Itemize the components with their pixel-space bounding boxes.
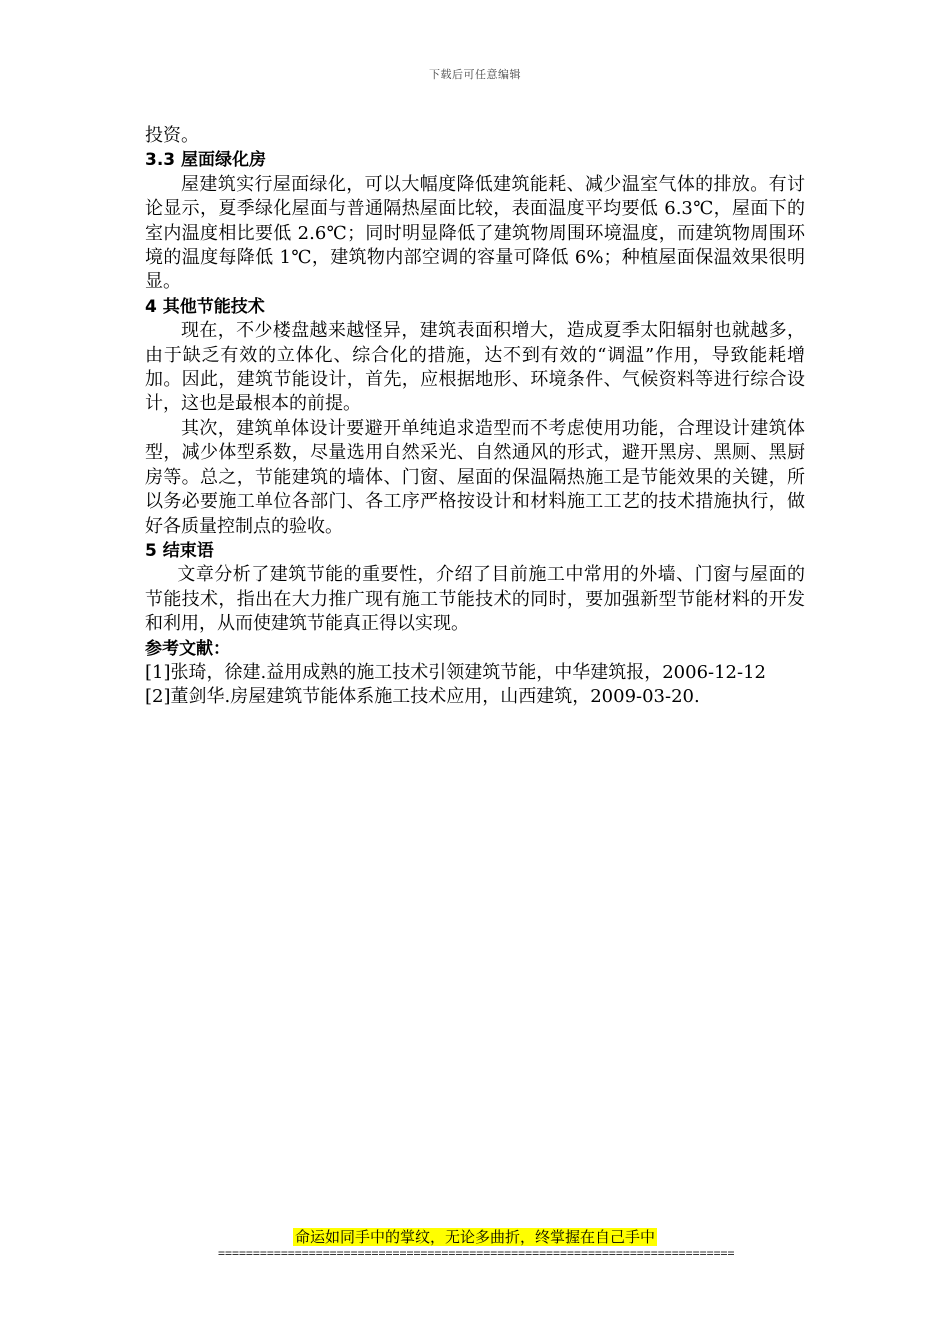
- footer-divider: ==========================================================================: [218, 1246, 735, 1260]
- paragraph-4b: 其次，建筑单体设计要避开单纯追求造型而不考虑使用功能，合理设计建筑体型，减少体型系数，尽量选用自然采光、自然通风的形式，避开黑房、黑厕、黑厨房等。总之，节能建筑的墙体、门窗、屋面的保温隔热施工是节能效果的关键，所以务必要施工单位各部门、各工序严格按设计和材料施工工艺的技术措施执行，做好各质量控制点的验收。: [145, 417, 805, 537]
- section-heading-5: 5 结束语: [145, 540, 214, 561]
- paragraph-5: 文章分析了建筑节能的重要性，介绍了目前施工中常用的外墙、门窗与屋面的节能技术，指出在大力推广现有施工节能技术的同时，要加强新型节能材料的开发和利用，从而使建筑节能真正得以实现。: [145, 564, 805, 635]
- section-heading-3-3: 3.3 屋面绿化房: [145, 150, 267, 171]
- section-heading-4: 4 其他节能技术: [145, 296, 265, 317]
- footer-motto: 命运如同手中的掌纹，无论多曲折，终掌握在自己手中: [294, 1228, 655, 1246]
- reference-item: [2]董剑华.房屋建筑节能体系施工技术应用，山西建筑，2009-03-20.: [145, 686, 700, 708]
- paragraph-3-3: 屋建筑实行屋面绿化，可以大幅度降低建筑能耗、减少温室气体的排放。有讨论显示，夏季绿化屋面与普通隔热屋面比较，表面温度平均要低 6.3℃，屋面下的室内温度相比要低 2.6℃；同时明显降低了建筑物周围环境温度，而建筑物周围环境的温度每降低 1℃，建筑物内部空调的容量可降低 6%；种植屋面保温效果很明显。: [145, 173, 805, 293]
- page-footer: [0, 1227, 950, 1246]
- intro-paragraph: 投资。: [145, 125, 199, 146]
- page-header: 下载后可任意编辑: [429, 68, 521, 81]
- document-body: [145, 124, 805, 710]
- paragraph-4a: 现在，不少楼盘越来越怪异，建筑表面积增大，造成夏季太阳辐射也就越多，由于缺乏有效的立体化、综合化的措施，达不到有效的“调温”作用，导致能耗增加。因此，建筑节能设计，首先，应根据地形、环境条件、气候资料等进行综合设计，这也是最根本的前提。: [145, 320, 805, 415]
- reference-item: [1]张琦，徐建.益用成熟的施工技术引领建筑节能，中华建筑报，2006-12-12: [145, 661, 766, 683]
- references-heading: 参考文献：: [145, 638, 230, 659]
